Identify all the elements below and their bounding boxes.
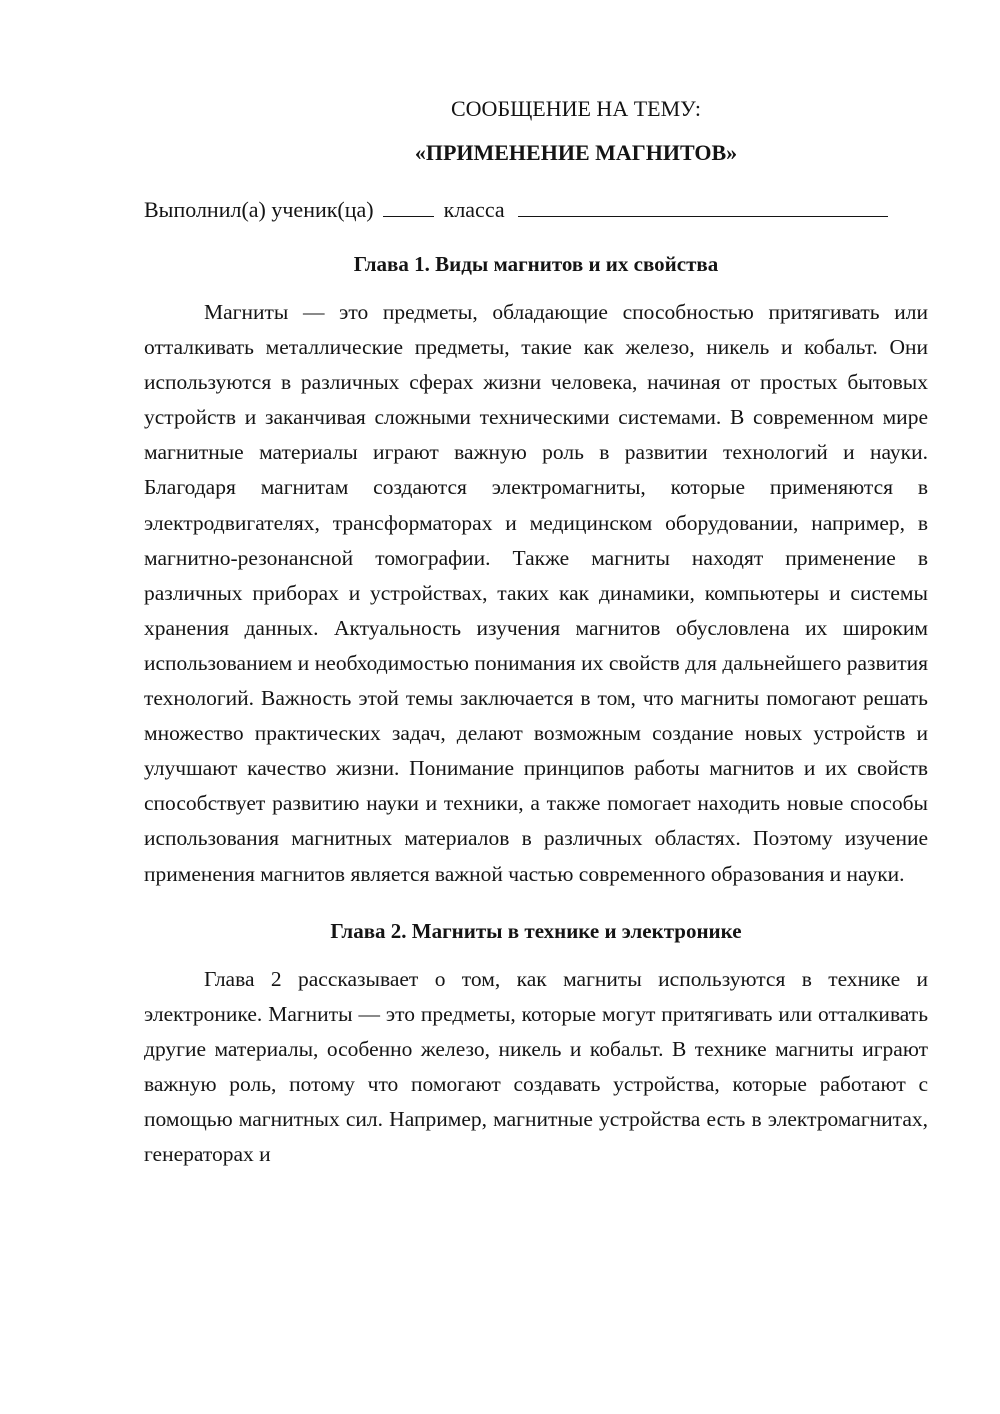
author-label: Выполнил(а) ученик(ца) — [144, 197, 374, 222]
chapter-1-paragraph: Магниты — это предметы, обладающие способностью притягивать или отталкивать металлические предметы, такие как железо, никель и кобальт. Они используются в различных сферах жизни человека, начиная от простых бытовых устройств и заканчивая сложными техническими системами. В современном мире магнитные материалы играют важную роль в развитии технологий и науки. Благодаря магнитам создаются электромагниты, которые применяются в электродвигателях, трансформаторах и медицинском оборудовании, например, в магнитно-резонансной томографии. Также магниты находят применение в различных приборах и устройствах, таких как динамики, компьютеры и системы хранения данных. Актуальность изучения магнитов обусловлена их широким использованием и необходимостью понимания их свойств для дальнейшего развития технологий. Важность этой темы заключается в том, что магниты помогают решать множество практических задач, делают возможным создание новых устройств и улучшают качество жизни. Понимание принципов работы магнитов и их свойств способствует развитию науки и техники, а также помогает находить новые способы использования магнитных материалов в различных областях. Поэтому изучение применения магнитов является важной частью современного образования и науки. — [144, 300, 928, 886]
class-label: класса — [443, 197, 505, 222]
chapter-2-heading: Глава 2. Магниты в технике и электронике — [330, 918, 742, 943]
class-name-blank — [518, 192, 888, 217]
grade-blank — [383, 192, 434, 217]
document-title-line-1: СООБЩЕНИЕ НА ТЕМУ: — [451, 96, 701, 121]
chapter-2-paragraph: Глава 2 рассказывает о том, как магниты используются в технике и электронике. Магниты — это предметы, которые могут притягивать или отталкивать другие материалы, особенно железо, никель и кобальт. В технике магниты играют важную роль, потому что помогают создавать устройства, которые работают с помощью магнитных сил. Например, магнитные устройства есть в электромагнитах, генераторах и — [144, 966, 928, 1167]
document-title-line-2: «ПРИМЕНЕНИЕ МАГНИТОВ» — [414, 140, 738, 165]
author-line — [144, 192, 928, 227]
chapter-1-heading: Глава 1. Виды магнитов и их свойства — [353, 252, 719, 276]
document-content — [144, 92, 928, 1172]
